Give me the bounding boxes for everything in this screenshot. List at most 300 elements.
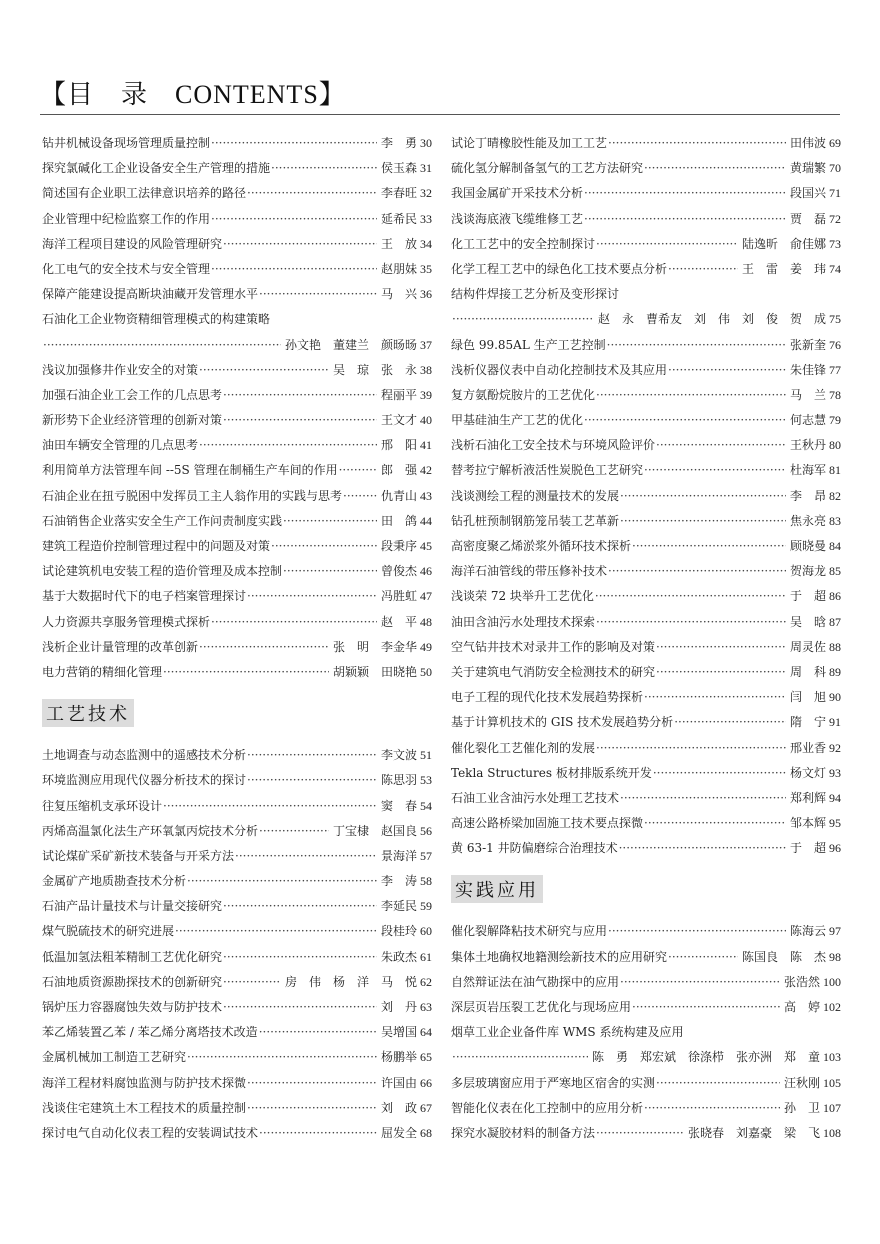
toc-entry[interactable] bbox=[451, 458, 841, 483]
toc-entry[interactable] bbox=[42, 1045, 432, 1070]
toc-entry[interactable] bbox=[451, 919, 841, 944]
entry-authors: 张晓春 刘嘉豪 梁 飞 bbox=[687, 1125, 820, 1140]
entry-page-number: 77 bbox=[829, 362, 841, 377]
toc-entry[interactable] bbox=[42, 458, 432, 483]
entry-authors: 吴增国 bbox=[380, 1025, 417, 1040]
entry-authors: 吴 琼 张 永 bbox=[332, 362, 417, 377]
toc-left-column bbox=[42, 131, 432, 1146]
entry-authors: 陆逸昕 俞佳娜 bbox=[741, 236, 826, 251]
entry-authors: 李春旺 bbox=[380, 186, 417, 201]
entry-authors: 仇青山 bbox=[380, 488, 417, 503]
toc-entry[interactable] bbox=[42, 1096, 432, 1121]
entry-title[interactable]: 试论煤矿采矿新技术装备与开采方法 bbox=[42, 848, 235, 863]
entry-authors: 段桂玲 bbox=[380, 924, 417, 939]
entry-title[interactable]: 海洋工程材料腐蚀监测与防护技术探微 bbox=[42, 1075, 247, 1090]
toc-entry[interactable] bbox=[451, 1071, 841, 1096]
entry-title[interactable]: 加强石油企业工会工作的几点思考 bbox=[42, 387, 223, 402]
entry-authors: 孙文艳 董建兰 颜旸旸 bbox=[284, 337, 417, 352]
dot-leader bbox=[235, 844, 377, 869]
toc-entry[interactable] bbox=[42, 768, 432, 793]
entry-page-number: 89 bbox=[829, 664, 841, 679]
toc-entry[interactable] bbox=[451, 181, 841, 206]
dot-leader bbox=[608, 559, 786, 584]
entry-authors: 于 超 bbox=[789, 589, 826, 604]
dot-leader bbox=[620, 970, 780, 995]
dot-leader bbox=[674, 710, 786, 735]
toc-entry[interactable] bbox=[451, 584, 841, 609]
entry-authors: 黄瑞繁 bbox=[789, 161, 826, 176]
entry-authors: 刘 丹 bbox=[380, 1000, 417, 1014]
entry-title[interactable]: 企业管理中纪检监察工作的作用 bbox=[42, 211, 211, 226]
entry-title[interactable]: 丙烯高温氯化法生产环氧氯丙烷技术分析 bbox=[42, 823, 259, 838]
toc-entry[interactable] bbox=[451, 559, 841, 584]
entry-title[interactable]: 化工电气的安全技术与安全管理 bbox=[42, 261, 211, 276]
entry-title[interactable]: 苯乙烯装置乙苯 / 苯乙烯分离塔技术改造 bbox=[42, 1025, 258, 1040]
entry-title[interactable]: 基于计算机技术的 GIS 技术发展趋势分析 bbox=[451, 715, 674, 730]
entry-title[interactable]: 催化裂化工艺催化剂的发展 bbox=[451, 740, 596, 755]
dot-leader bbox=[211, 131, 377, 156]
dot-leader bbox=[223, 232, 377, 257]
entry-title[interactable]: 低温加氢法粗苯精制工艺优化研究 bbox=[42, 949, 223, 964]
entry-authors: 李文波 bbox=[380, 748, 417, 763]
toc-entry[interactable] bbox=[42, 869, 432, 894]
entry-page-number: 42 bbox=[420, 463, 432, 478]
entry-page-number: 34 bbox=[420, 236, 432, 251]
entry-title[interactable]: 石油销售企业落实安全生产工作问责制度实践 bbox=[42, 513, 283, 528]
entry-title[interactable]: 金属机械加工制造工艺研究 bbox=[42, 1050, 187, 1065]
toc-entry[interactable] bbox=[42, 970, 432, 995]
dot-leader bbox=[644, 156, 786, 181]
toc-entry[interactable] bbox=[42, 232, 432, 257]
toc-entry[interactable] bbox=[42, 509, 432, 534]
entry-authors: 汪秋刚 bbox=[783, 1075, 820, 1090]
entry-page-number: 72 bbox=[829, 211, 841, 226]
entry-page-number: 100 bbox=[823, 974, 841, 989]
toc-entry[interactable] bbox=[451, 635, 841, 660]
entry-title[interactable]: 试论建筑机电安装工程的造价管理及成本控制 bbox=[42, 564, 283, 579]
entry-page-number: 92 bbox=[829, 740, 841, 755]
toc-entry[interactable] bbox=[451, 945, 841, 970]
entry-page-number: 66 bbox=[420, 1075, 432, 1090]
toc-entry[interactable] bbox=[451, 484, 841, 509]
toc-entry[interactable] bbox=[42, 743, 432, 768]
section-title: 工艺技术 bbox=[42, 699, 134, 727]
entry-title[interactable]: 浅析仪器仪表中自动化控制技术及其应用 bbox=[451, 362, 668, 377]
entry-authors: 侯玉森 bbox=[380, 161, 417, 176]
toc-entry[interactable] bbox=[42, 358, 432, 383]
dot-leader bbox=[211, 207, 377, 232]
entry-title[interactable]: 油田含油污水处理技术探索 bbox=[451, 614, 596, 629]
toc-entry[interactable] bbox=[42, 257, 432, 282]
entry-page-number: 76 bbox=[829, 337, 841, 352]
entry-title[interactable]: 石油企业在扭亏脱困中发挥员工主人翁作用的实践与思考 bbox=[42, 488, 343, 503]
dot-leader bbox=[247, 743, 377, 768]
entry-title[interactable]: 石油产品计量技术与计量交接研究 bbox=[42, 899, 223, 914]
toc-entry[interactable] bbox=[42, 559, 432, 584]
entry-authors: 邹本辉 bbox=[789, 816, 826, 831]
entry-page-number: 62 bbox=[420, 974, 432, 989]
toc-entry[interactable] bbox=[451, 761, 841, 786]
entry-authors: 陈国良 陈 杰 bbox=[741, 949, 826, 964]
entry-page-number: 40 bbox=[420, 413, 432, 428]
toc-entry[interactable] bbox=[42, 945, 432, 970]
entry-title[interactable]: 建筑工程造价控制管理过程中的问题及对策 bbox=[42, 539, 271, 553]
toc-entry[interactable] bbox=[451, 383, 841, 408]
dot-leader bbox=[632, 995, 780, 1020]
entry-page-number: 36 bbox=[420, 287, 432, 302]
entry-title[interactable]: 浅析企业计量管理的改革创新 bbox=[42, 639, 199, 654]
toc-entry[interactable] bbox=[42, 156, 432, 181]
dot-leader bbox=[199, 358, 329, 383]
dot-leader bbox=[223, 995, 377, 1020]
entry-authors: 段秉序 bbox=[380, 539, 417, 553]
entry-page-number: 51 bbox=[420, 748, 432, 763]
entry-title[interactable]: 复方氨酚烷胺片的工艺优化 bbox=[451, 387, 596, 402]
dot-leader bbox=[632, 534, 786, 559]
entry-title[interactable]: 油田车辆安全管理的几点思考 bbox=[42, 438, 199, 453]
toc-entry[interactable] bbox=[451, 257, 841, 282]
entry-authors: 景海洋 bbox=[380, 848, 417, 863]
dot-leader bbox=[596, 232, 738, 257]
entry-page-number: 82 bbox=[829, 488, 841, 503]
entry-page-number: 91 bbox=[829, 715, 841, 730]
dot-leader bbox=[175, 919, 377, 944]
entry-page-number: 38 bbox=[420, 362, 432, 377]
toc-entry[interactable] bbox=[451, 232, 841, 257]
toc-entry[interactable] bbox=[451, 509, 841, 534]
entry-authors: 周 科 bbox=[789, 664, 826, 679]
dot-leader bbox=[608, 919, 786, 944]
entry-title[interactable]: 土地调查与动态监测中的遥感技术分析 bbox=[42, 748, 247, 763]
toc-entry[interactable] bbox=[451, 970, 841, 995]
entry-authors: 邢业香 bbox=[789, 740, 826, 755]
entry-authors: 田伟波 bbox=[789, 136, 826, 150]
entry-authors: 贾 磊 bbox=[789, 211, 826, 226]
entry-title[interactable]: 海洋石油管线的带压修补技术 bbox=[451, 564, 608, 579]
entry-title[interactable]: 石油地质资源勘探技术的创新研究 bbox=[42, 974, 223, 989]
entry-page-number: 35 bbox=[420, 261, 432, 276]
toc-entry[interactable] bbox=[42, 383, 432, 408]
dot-leader bbox=[644, 811, 786, 836]
entry-title[interactable]: 人力资源共享服务管理模式探析 bbox=[42, 614, 211, 629]
entry-authors: 赵 永 曹希友 刘 伟 刘 俊 贺 成 bbox=[597, 312, 826, 327]
entry-page-number: 43 bbox=[420, 488, 432, 503]
entry-title[interactable]: 黄 63-1 井防偏磨综合治理技术 bbox=[451, 841, 618, 856]
entry-authors: 程丽平 bbox=[380, 387, 417, 402]
toc-entry[interactable] bbox=[42, 484, 432, 509]
entry-page-number: 57 bbox=[420, 848, 432, 863]
entry-authors: 何志慧 bbox=[789, 413, 826, 428]
entry-title[interactable]: 烟草工业企业备件库 WMS 系统构建及应用 bbox=[451, 1025, 684, 1040]
toc-entry[interactable] bbox=[42, 207, 432, 232]
toc-entry[interactable] bbox=[42, 995, 432, 1020]
entry-page-number: 95 bbox=[829, 816, 841, 831]
toc-entry[interactable] bbox=[42, 1020, 432, 1045]
dot-leader bbox=[259, 819, 329, 844]
entry-page-number: 86 bbox=[829, 589, 841, 604]
toc-entry[interactable] bbox=[451, 811, 841, 836]
toc-entry[interactable] bbox=[451, 836, 841, 861]
entry-title[interactable]: Tekla Structures 板材排版系统开发 bbox=[451, 765, 652, 780]
entry-title[interactable]: 催化裂解降粘技术研究与应用 bbox=[451, 924, 608, 939]
entry-authors: 李延民 bbox=[380, 899, 417, 914]
entry-title[interactable]: 浅谈荣 72 块举升工艺优化 bbox=[451, 589, 594, 604]
entry-page-number: 33 bbox=[420, 211, 432, 226]
entry-page-number: 75 bbox=[829, 312, 841, 327]
toc-entry[interactable] bbox=[42, 1071, 432, 1096]
entry-authors: 王 雷 姜 玮 bbox=[741, 261, 826, 276]
section-title: 实践应用 bbox=[451, 875, 543, 903]
toc-entry-author-line[interactable] bbox=[42, 333, 432, 358]
entry-title[interactable]: 深层页岩压裂工艺优化与现场应用 bbox=[451, 1000, 632, 1014]
entry-title[interactable]: 集体土地确权地籍测绘新技术的应用研究 bbox=[451, 949, 668, 964]
entry-title[interactable]: 结构件焊接工艺分析及变形探讨 bbox=[451, 287, 620, 302]
dot-leader bbox=[259, 1020, 377, 1045]
toc-entry[interactable] bbox=[451, 660, 841, 685]
entry-title[interactable]: 钻井机械设备现场管理质量控制 bbox=[42, 136, 211, 150]
dot-leader bbox=[259, 282, 377, 307]
entry-title[interactable]: 海洋工程项目建设的风险管理研究 bbox=[42, 236, 223, 251]
entry-page-number: 85 bbox=[829, 564, 841, 579]
section-heading bbox=[451, 861, 841, 919]
toc-right-column bbox=[451, 131, 841, 1146]
toc-entry[interactable] bbox=[451, 433, 841, 458]
entry-authors: 曾俊杰 bbox=[380, 564, 417, 579]
dot-leader bbox=[596, 383, 786, 408]
entry-authors: 王文才 bbox=[380, 413, 417, 428]
dot-leader bbox=[247, 584, 377, 609]
toc-entry[interactable] bbox=[451, 534, 841, 559]
entry-page-number: 69 bbox=[829, 136, 841, 150]
entry-title[interactable]: 替考拉宁解析液活性炭脱色工艺研究 bbox=[451, 463, 644, 478]
entry-page-number: 60 bbox=[420, 924, 432, 939]
entry-authors: 房 伟 杨 洋 马 悦 bbox=[284, 974, 417, 989]
toc-entry[interactable] bbox=[42, 433, 432, 458]
dot-leader bbox=[247, 181, 377, 206]
entry-page-number: 65 bbox=[420, 1050, 432, 1065]
entry-title[interactable]: 智能化仪表在化工控制中的应用分析 bbox=[451, 1100, 644, 1115]
toc-entry[interactable] bbox=[42, 819, 432, 844]
dot-leader bbox=[163, 794, 377, 819]
toc-entry-title-line[interactable] bbox=[451, 282, 841, 307]
toc-entry[interactable] bbox=[451, 207, 841, 232]
toc-entry-title-line[interactable] bbox=[451, 1020, 841, 1045]
toc-entry[interactable] bbox=[42, 844, 432, 869]
entry-page-number: 84 bbox=[829, 539, 841, 553]
toc-entry[interactable] bbox=[451, 736, 841, 761]
entry-authors: 胡颖颖 田晓艳 bbox=[332, 664, 417, 679]
entry-title[interactable]: 浅谈海底液飞缆维修工艺 bbox=[451, 211, 584, 226]
dot-leader bbox=[620, 786, 786, 811]
toc-entry-author-line[interactable] bbox=[451, 307, 841, 332]
entry-title[interactable]: 电子工程的现代化技术发展趋势探析 bbox=[451, 690, 644, 705]
entry-authors: 冯胜虹 bbox=[380, 589, 417, 604]
entry-title[interactable]: 探讨电气自动化仪表工程的安装调试技术 bbox=[42, 1125, 259, 1140]
entry-title[interactable]: 浅谈测绘工程的测量技术的发展 bbox=[451, 488, 620, 503]
entry-title[interactable]: 石油工业含油污水处理工艺技术 bbox=[451, 790, 620, 805]
entry-authors: 杜海军 bbox=[789, 463, 826, 478]
toc-entry[interactable] bbox=[451, 156, 841, 181]
entry-title[interactable]: 绿色 99.85AL 生产工艺控制 bbox=[451, 337, 606, 352]
dot-leader bbox=[211, 610, 377, 635]
dot-leader bbox=[644, 1096, 780, 1121]
entry-authors: 张浩然 bbox=[783, 974, 820, 989]
entry-authors: 郑利辉 bbox=[789, 790, 826, 805]
dot-leader bbox=[187, 869, 377, 894]
entry-title[interactable]: 环境监测应用现代仪器分析技术的探讨 bbox=[42, 773, 247, 788]
entry-title[interactable]: 空气钻井技术对录井工作的影响及对策 bbox=[451, 639, 656, 654]
entry-authors: 丁宝棣 赵国良 bbox=[332, 823, 417, 838]
dot-leader bbox=[283, 559, 377, 584]
toc-entry[interactable] bbox=[451, 710, 841, 735]
entry-authors: 贺海龙 bbox=[789, 564, 826, 579]
entry-page-number: 39 bbox=[420, 387, 432, 402]
entry-title[interactable]: 多层玻璃窗应用于严寒地区宿舍的实测 bbox=[451, 1075, 656, 1090]
entry-authors: 朱政杰 bbox=[380, 949, 417, 964]
entry-page-number: 61 bbox=[420, 949, 432, 964]
dot-leader bbox=[223, 408, 377, 433]
toc-entry[interactable] bbox=[451, 610, 841, 635]
entry-authors: 闫 旭 bbox=[789, 690, 826, 705]
dot-leader bbox=[247, 768, 377, 793]
dot-leader bbox=[584, 408, 786, 433]
entry-title[interactable]: 浅析石油化工安全技术与环境风险评价 bbox=[451, 438, 656, 453]
entry-title[interactable]: 简述国有企业职工法律意识培养的路径 bbox=[42, 186, 247, 201]
entry-title[interactable]: 电力营销的精细化管理 bbox=[42, 664, 163, 679]
toc-entry[interactable] bbox=[42, 919, 432, 944]
entry-authors: 李 涛 bbox=[380, 874, 417, 889]
entry-authors: 李 勇 bbox=[380, 136, 417, 150]
toc-entry[interactable] bbox=[42, 282, 432, 307]
dot-leader bbox=[596, 610, 786, 635]
entry-page-number: 97 bbox=[829, 924, 841, 939]
dot-leader bbox=[584, 207, 786, 232]
entry-title[interactable]: 试论丁晴橡胶性能及加工工艺 bbox=[451, 136, 608, 150]
toc-entry[interactable] bbox=[451, 1121, 841, 1146]
entry-title[interactable]: 我国金属矿开采技术分析 bbox=[451, 186, 584, 201]
entry-title[interactable]: 甲基硅油生产工艺的优化 bbox=[451, 413, 584, 428]
toc-entry[interactable] bbox=[42, 635, 432, 660]
dot-leader bbox=[644, 685, 786, 710]
entry-page-number: 83 bbox=[829, 513, 841, 528]
entry-title[interactable]: 新形势下企业经济管理的创新对策 bbox=[42, 413, 223, 428]
entry-title[interactable]: 硫化氢分解制备氢气的工艺方法研究 bbox=[451, 161, 644, 176]
entry-title[interactable]: 利用简单方法管理车间 --5S 管理在制桶生产车间的作用 bbox=[42, 463, 338, 478]
toc-entry[interactable] bbox=[451, 333, 841, 358]
entry-title[interactable]: 煤气脱硫技术的研究进展 bbox=[42, 924, 175, 939]
entry-title[interactable]: 钻孔桩预制钢筋笼吊装工艺革新 bbox=[451, 513, 620, 528]
toc-entry[interactable] bbox=[42, 584, 432, 609]
toc-entry[interactable] bbox=[42, 131, 432, 156]
toc-entry[interactable] bbox=[451, 1096, 841, 1121]
entry-page-number: 93 bbox=[829, 765, 841, 780]
entry-authors: 周灵佐 bbox=[789, 639, 826, 654]
entry-title[interactable]: 高密度聚乙烯淤浆外循环技术探析 bbox=[451, 539, 632, 553]
entry-authors: 张 明 李金华 bbox=[332, 639, 417, 654]
toc-entry[interactable] bbox=[42, 794, 432, 819]
entry-title[interactable]: 高速公路桥梁加固施工技术要点探微 bbox=[451, 816, 644, 831]
dot-leader bbox=[343, 484, 377, 509]
toc-entry[interactable] bbox=[42, 1121, 432, 1146]
entry-title[interactable]: 金属矿产地质勘查技术分析 bbox=[42, 874, 187, 889]
toc-entry[interactable] bbox=[42, 181, 432, 206]
entry-authors: 田 鸽 bbox=[380, 513, 417, 528]
toc-entry[interactable] bbox=[451, 358, 841, 383]
entry-authors: 吴 晗 bbox=[789, 614, 826, 629]
entry-authors: 张新奎 bbox=[789, 337, 826, 352]
toc-entry-title-line[interactable] bbox=[42, 307, 432, 332]
entry-title[interactable]: 保障产能建设提高断块油藏开发管理水平 bbox=[42, 287, 259, 302]
entry-page-number: 105 bbox=[823, 1075, 841, 1090]
entry-title[interactable]: 自然辩证法在油气勘探中的应用 bbox=[451, 974, 620, 989]
dot-leader bbox=[656, 1071, 780, 1096]
entry-authors: 高 婷 bbox=[783, 1000, 820, 1014]
dot-leader bbox=[596, 736, 786, 761]
entry-authors: 屈发全 bbox=[380, 1125, 417, 1140]
page-title: 【目 录 CONTENTS】 bbox=[40, 80, 346, 109]
toc-entry[interactable] bbox=[451, 786, 841, 811]
entry-title[interactable]: 基于大数据时代下的电子档案管理探讨 bbox=[42, 589, 247, 604]
entry-page-number: 102 bbox=[823, 1000, 841, 1014]
toc-entry[interactable] bbox=[42, 408, 432, 433]
toc-entry[interactable] bbox=[451, 995, 841, 1020]
entry-title[interactable]: 浅谈住宅建筑土木工程技术的质量控制 bbox=[42, 1100, 247, 1115]
toc-entry[interactable] bbox=[451, 131, 841, 156]
entry-page-number: 79 bbox=[829, 413, 841, 428]
toc-entry[interactable] bbox=[42, 534, 432, 559]
entry-page-number: 54 bbox=[420, 798, 432, 813]
toc-entry[interactable] bbox=[42, 610, 432, 635]
entry-title[interactable]: 化学工程工艺中的绿色化工技术要点分析 bbox=[451, 261, 668, 276]
entry-title[interactable]: 关于建筑电气消防安全检测技术的研究 bbox=[451, 664, 656, 679]
dot-leader bbox=[595, 584, 786, 609]
entry-title[interactable]: 石油化工企业物资精细管理模式的构建策略 bbox=[42, 312, 271, 327]
entry-authors: 于 超 bbox=[789, 841, 826, 856]
entry-page-number: 58 bbox=[420, 874, 432, 889]
entry-title[interactable]: 探究氯碱化工企业设备安全生产管理的措施 bbox=[42, 161, 271, 176]
entry-authors: 焦永亮 bbox=[789, 513, 826, 528]
entry-page-number: 63 bbox=[420, 1000, 432, 1014]
toc-entry-author-line[interactable] bbox=[451, 1045, 841, 1070]
dot-leader bbox=[187, 1045, 377, 1070]
entry-authors: 邢 阳 bbox=[380, 438, 417, 453]
toc-entry[interactable] bbox=[42, 660, 432, 685]
entry-page-number: 74 bbox=[829, 261, 841, 276]
entry-authors: 顾晓曼 bbox=[789, 539, 826, 553]
entry-title[interactable]: 往复压缩机支承环设计 bbox=[42, 798, 163, 813]
entry-title[interactable]: 化工工艺中的安全控制探讨 bbox=[451, 236, 596, 251]
entry-title[interactable]: 浅议加强修井作业安全的对策 bbox=[42, 362, 199, 377]
toc-entry[interactable] bbox=[42, 894, 432, 919]
dot-leader bbox=[620, 509, 786, 534]
entry-page-number: 31 bbox=[420, 161, 432, 176]
dot-leader bbox=[339, 458, 377, 483]
dot-leader bbox=[247, 1096, 377, 1121]
toc-header bbox=[40, 70, 840, 115]
entry-title[interactable]: 探究水凝胶材料的制备方法 bbox=[451, 1125, 596, 1140]
entry-authors: 马 兰 bbox=[789, 387, 826, 402]
entry-authors: 孙 卫 bbox=[783, 1100, 820, 1115]
entry-title[interactable]: 锅炉压力容器腐蚀失效与防护技术 bbox=[42, 1000, 223, 1014]
dot-leader bbox=[271, 156, 377, 181]
entry-authors: 刘 政 bbox=[380, 1100, 417, 1115]
toc-entry[interactable] bbox=[451, 685, 841, 710]
entry-authors: 赵朋妹 bbox=[380, 261, 417, 276]
entry-page-number: 30 bbox=[420, 136, 432, 150]
entry-authors: 陈思羽 bbox=[380, 773, 417, 788]
toc-entry[interactable] bbox=[451, 408, 841, 433]
dot-leader bbox=[620, 484, 786, 509]
